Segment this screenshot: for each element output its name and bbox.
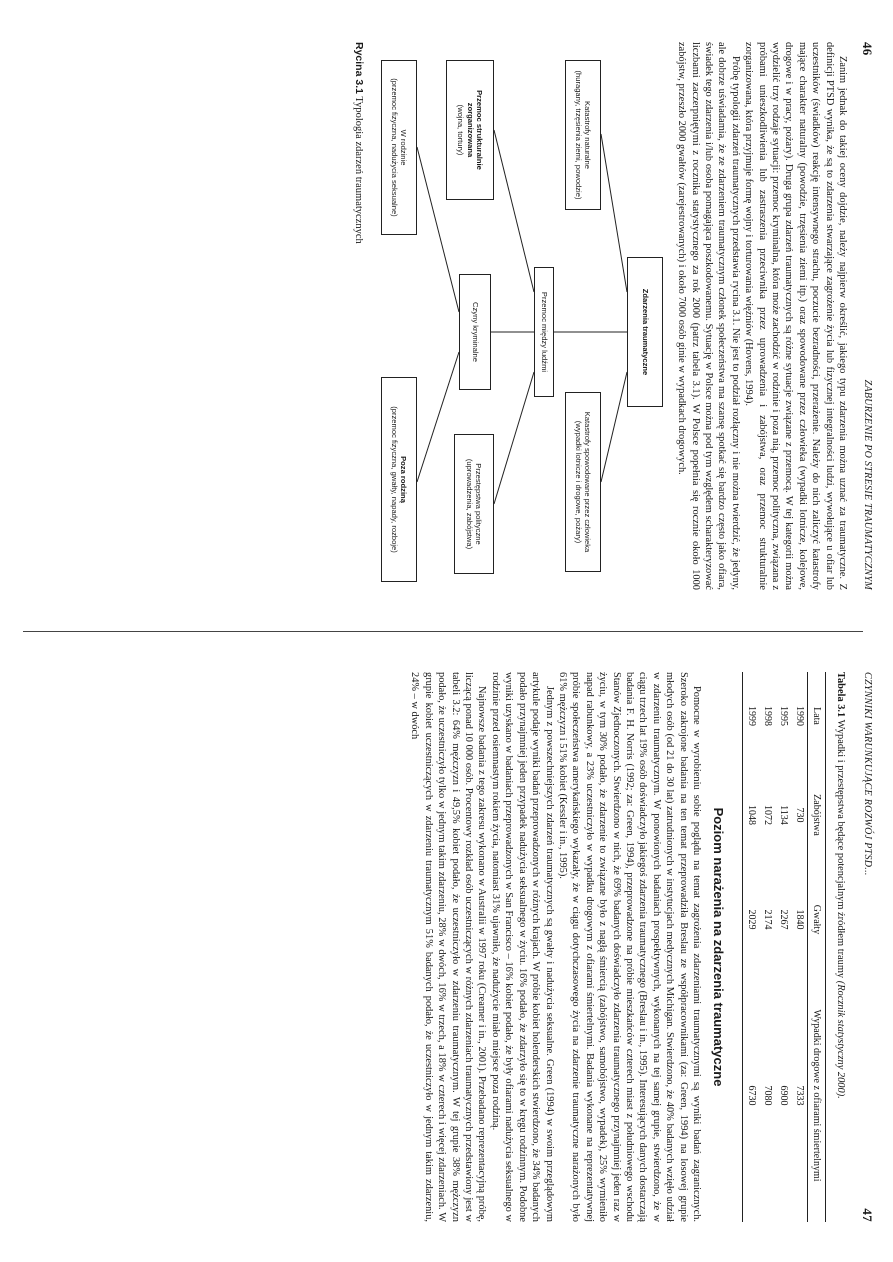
cell-road-accidents: 6900: [778, 1085, 789, 1106]
figure-caption-text: Typologia zdarzeń traumatycznych: [352, 96, 364, 244]
human-made-disasters-examples: (wypadki lotnicze i drogowe, pożary): [573, 420, 583, 544]
table-row: [791, 672, 808, 1222]
cell-homicides: 1134: [778, 805, 789, 825]
section-title: Poziom narażenia na zdarzenia traumatyczne: [711, 807, 726, 1087]
table-caption-source: (Rocznik statystyczny 2000).: [835, 980, 846, 1099]
cell-year: 1998: [762, 706, 773, 726]
right-paragraph-2: Jednym z powszechniejszych zdarzeń traumatycznych są gwałty i nadużycia seksualne. Green (1994) w swoim przeglądowym artykule podaje wyniki badań przeprowadzonych w różnych krajach. W próbie kobiet holenderskich stwierdzono, że 34% badanych podało przynajmniej jeden przypadek nadużycia seksualnego w życiu. 16% podało, że zdarzyło się to w kręgu rodzinnym. Podobne wyniki uzyskano w badaniach przeprowadzonych w San Francisco – 16% kobiet podało, że były ofiarami nadużycia seksualnego w rodzinie przed osiemnastym rokiem życia, natomiast 31% ujawniło, że nadużycie miało miejsce poza rodziną.: [489, 672, 555, 1222]
natural-disasters-examples: (huragany, trzęsienia ziemi, powodzie): [573, 70, 583, 200]
table-row: [743, 672, 760, 1222]
interpersonal-violence-label: Przemoc między ludźmi: [539, 291, 549, 373]
statistics-table: [742, 672, 826, 1222]
criminal-acts-box: [459, 274, 491, 390]
root-box: [627, 257, 663, 407]
left-paragraph-1: Zanim jednak do takiej oceny dojdzie, należy najpierw określić, jakiego typu zdarzenia można uznać za traumatyczne. Z definicji PTSD wynika, że są to zdarzenia stwarzające zagrożenie życia lub fizycznej integralności ludzi, wywołujące u ofiar lub uczestników (świadków) reakcję intensywnego strachu, poczucie bezradności, przerażenie. Należy do nich zaliczyć katastrofy mające charakter naturalny (powodzie, trzęsienia ziemi itp.) oraz spowodowane przez człowieka (wypadki lotnicze, kolejowe, drogowe i w pracy, pożary). Druga grupa zdarzeń traumatycznych są różne sytuacje związane z przemocą. W tej kategorii można wydzielić trzy rodzaje sytuacji: przemoc kryminalna, która może zachodzić w rodzinie i poza nią, przemoc polityczna, związana z próbami unieszkodliwienia lub zastraszenia przeciwnika przez uprowadzenia i zabójstwa, oraz przemoc strukturalnie zorganizowana, która przyjmuje formę wojny i torturowania więźniów (Hovens, 1994).: [743, 42, 848, 590]
table-caption-text: Wypadki i przestępstwa będące potencjalnym źródłem traumy: [835, 719, 846, 979]
cell-homicides: 730: [794, 807, 805, 823]
cell-road-accidents: 7080: [762, 1085, 773, 1106]
political-crimes-title: Przestępstwa polityczne: [474, 463, 484, 545]
header-years: Lata: [808, 672, 826, 760]
right-running-title: CZYNNIKI WARUNKUJĄCE ROZWÓJ PTSD...: [862, 672, 873, 876]
right-paragraph-3: Najnowsze badania z tego zakresu wykonano w Australii w 1997 roku (Creamer i in., 2001). Przebadano reprezentacyjną próbę, liczącą ponad 10 000 osób. Procentowy rozkład osób uczestniczących w różnych zdarzeniach traumatycznych przedstawiony jest w tabeli 3.2: 64% mężczyzn i 49,5% kobiet podało, że uczestniczyło w zdarzeniu traumatycznym. W tej grupie 38% mężczyzn podało, że uczestniczyło tylko w jednym takim zdarzeniu, 28% w dwóch, 16% w trzech, a 18% w czterech i więcej zdarzeniach. W grupie kobiet uczestniczących w zdarzeniu traumatycznym 51% badanych podało, że uczestniczyło w jednym takim zdarzeniu, 24% – w dwóch: [409, 672, 488, 1222]
cell-year: 1995: [778, 706, 789, 726]
in-family-examples: (przemoc fizyczna, nadużycia seksualne): [389, 78, 399, 217]
figure-caption-label: Rycina 3.1: [352, 42, 365, 94]
page-divider: [23, 631, 863, 632]
header-road-accidents: Wypadki drogowe z ofiarami śmiertelnymi: [808, 969, 826, 1222]
criminal-acts-label: Czyny kryminalne: [470, 302, 480, 362]
left-paragraph-2: Próbę typologii zdarzeń traumatycznych przedstawia rycina 3.1. Nie jest to podział rozłączny i nie można twierdzić, że jedyny, ale dobrze uświadamia, że ze zdarzeniem traumatycznym członek społeczeństwa ma szansę spotkać się bardzo często jako ofiara, świadek tego zdarzenia i/lub osoba pomagająca poszkodowanemu. Sytuację w Polsce można pod tym względem scharakteryzować liczbami zaczerpniętymi z rocznika statystycznego za rok 2000 (patrz tabela 3.1). W Polsce popełnia się rocznie około 1000 zabójstw, przeszło 2000 gwałtów (zarejestrowanych) i około 7000 osób ginie w wypadkach drogowych.: [676, 42, 741, 590]
outside-family-box: [381, 377, 417, 582]
table-row: [759, 672, 775, 1222]
cell-road-accidents: 7333: [794, 1085, 805, 1106]
left-running-head: [849, 42, 875, 590]
root-label: Zdarzenia traumatyczne: [640, 288, 650, 376]
cell-homicides: 1072: [762, 805, 773, 825]
political-crimes-box: [454, 434, 494, 574]
figure-caption: [353, 42, 365, 590]
left-page-number: 46: [860, 42, 875, 56]
natural-disasters-box: [565, 60, 601, 210]
in-family-title: W rodzinie: [399, 129, 409, 166]
table-caption-label: Tabela 3.1: [835, 672, 846, 718]
human-made-disasters-box: [565, 392, 601, 572]
right-paragraph-1: Pomocne w wyrobieniu sobie poglądu na temat zagrożenia zdarzeniami traumatycznymi są wyniki badań zagranicznych. Szeroko zakrojone badania na ten temat przeprowadziła Breslau ze współpracownikami (za: Green, 1994) na losowej grupie młodych osób (od 21 do 30 lat) zatrudnionych w instytucjach medycznych Michigan. Stwierdzono, że 40% badanych wzięło udział w zdarzeniu traumatycznym. W ponowionych badaniach prospektywnych, wykonanych na tej samej grupie, stwierdzono, że w ciągu trzech lat 19% osób doświadczyło jakiegoś zdarzenia traumatycznego (Breslau i in., 1995). Interesujących danych dostarczają badania F. H. Norris (1992; za: Green, 1994), przeprowadzone na próbie mieszkańców czterech miast z południowego wschodu Stanów Zjednoczonych. Stwierdzono w nich, że 69% badanych doświadczyło zdarzenia traumatycznego przynajmniej jeden raz w życiu, w tym 30% podało, że zdarzenie to związane było z nagłą śmiercią (zabójstwo, samobójstwo, wypadek), 25% wymieniło napad rabunkowy, a 23% uczestniczyło w wypadku drogowym z ofiarami śmiertelnymi. Badania wykonane na reprezentatywnej próbie społeczeństwa amerykańskiego wykazały, że w ciągu dotychczasowego życia na zdarzenie traumatyczne narażonych było 61% mężczyzn i 51% kobiet (Kessler i in., 1995).: [556, 672, 702, 1222]
typology-diagram: [369, 42, 669, 590]
structural-violence-line-2: zorganizowana: [465, 102, 475, 158]
right-page: [0, 642, 893, 1262]
structural-violence-line-1: Przemoc strukturalnie: [475, 90, 485, 170]
natural-disasters-title: Katastrofy naturalne: [583, 101, 593, 169]
political-crimes-examples: (uprowadzenia, zabójstwa): [464, 458, 474, 550]
structural-violence-examples: (wojna, tortury): [455, 104, 465, 156]
table-caption: [834, 672, 847, 1222]
in-family-box: [381, 60, 417, 235]
cell-rapes: 1840: [794, 909, 805, 930]
human-made-disasters-title: Katastrofy spowodowane przez człowieka: [583, 411, 593, 553]
cell-road-accidents: 6730: [743, 969, 760, 1222]
cell-year: 1990: [794, 706, 805, 726]
structural-violence-box: [446, 60, 494, 200]
outside-family-title: Poza rodziną: [399, 456, 409, 503]
interpersonal-violence-box: [534, 267, 554, 397]
outside-family-examples: (przemoc fizyczna, gwałty, napady, rozboje): [389, 406, 399, 553]
cell-year: 1999: [743, 672, 760, 760]
cell-rapes: 2174: [762, 909, 773, 930]
header-homicides: Zabójstwa: [808, 760, 826, 870]
right-running-head: [849, 672, 875, 1222]
cell-rapes: 2267: [778, 909, 789, 930]
right-page-number: 47: [860, 1208, 875, 1222]
cell-rapes: 2029: [743, 870, 760, 969]
table-header-row: [808, 672, 826, 1222]
left-page: [0, 0, 893, 620]
cell-homicides: 1048: [743, 760, 760, 870]
left-running-title: ZABURZENIE PO STRESIE TRAUMATYCZNYM: [862, 379, 873, 590]
header-rapes: Gwałty: [808, 870, 826, 969]
table-row: [775, 672, 791, 1222]
